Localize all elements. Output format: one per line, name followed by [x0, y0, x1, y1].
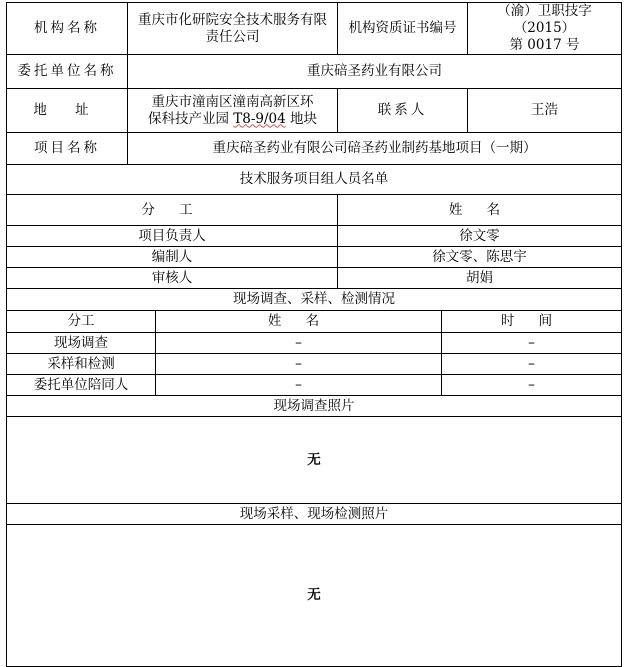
- org-row: [7, 3, 622, 55]
- survey-row: [7, 375, 622, 396]
- team-name: 徐文零: [338, 226, 622, 247]
- org-value: 重庆市化研院安全技术服务有限责任公司: [128, 3, 338, 55]
- cert-value-line2: 第 0017 号: [509, 37, 580, 53]
- survey-name: –: [156, 375, 442, 396]
- team-col-name: 姓 名: [338, 195, 622, 226]
- survey-photos-title-row: [7, 396, 622, 417]
- project-label: 项目名称: [7, 133, 128, 165]
- survey-photos-title: 现场调查照片: [7, 396, 622, 417]
- org-label: 机构名称: [7, 3, 128, 55]
- address-line2-prefix: 保科技产业园: [147, 110, 234, 127]
- sampling-photos-title: 现场采样、现场检测照片: [7, 504, 622, 525]
- sampling-photos-content: 无: [7, 525, 622, 667]
- contact-value: 王浩: [468, 89, 622, 133]
- client-label: 委托单位名称: [7, 55, 128, 89]
- address-value: [128, 89, 338, 133]
- address-line2: [132, 111, 333, 128]
- service-record-table: [6, 2, 622, 667]
- team-role: 项目负责人: [7, 226, 338, 247]
- cert-value-line1: （渝）卫职技字（2015）: [497, 3, 592, 36]
- project-value: 重庆碚圣药业有限公司碚圣药业制药基地项目（一期）: [128, 133, 622, 165]
- team-name: 胡娟: [338, 268, 622, 289]
- team-role: 审核人: [7, 268, 338, 289]
- team-col-role: 分 工: [7, 195, 338, 226]
- address-row: [7, 89, 622, 133]
- address-line2-suffix: 地块: [285, 110, 318, 127]
- survey-col-role: 分工: [7, 311, 156, 333]
- survey-title: 现场调查、采样、检测情况: [7, 289, 622, 311]
- survey-row: [7, 333, 622, 354]
- address-label: 地 址: [7, 89, 128, 133]
- address-plot-code: T8-9/04: [233, 110, 286, 127]
- client-value: 重庆碚圣药业有限公司: [128, 55, 622, 89]
- sampling-photos-row: [7, 525, 622, 667]
- cert-value: [468, 3, 622, 55]
- survey-name: –: [156, 354, 442, 375]
- survey-role: 现场调查: [7, 333, 156, 354]
- team-header-row: [7, 195, 622, 226]
- survey-col-name: 姓 名: [156, 311, 442, 333]
- client-row: [7, 55, 622, 89]
- survey-col-time: 时 间: [442, 311, 622, 333]
- team-title-row: [7, 165, 622, 195]
- team-name: 徐文零、陈思宇: [338, 247, 622, 268]
- project-row: [7, 133, 622, 165]
- survey-row: [7, 354, 622, 375]
- survey-time: –: [442, 375, 622, 396]
- address-line1: 重庆市潼南区潼南高新区环: [151, 93, 314, 110]
- sampling-photos-title-row: [7, 504, 622, 525]
- team-row: [7, 226, 622, 247]
- team-row: [7, 247, 622, 268]
- team-role: 编制人: [7, 247, 338, 268]
- cert-label: 机构资质证书编号: [338, 3, 468, 55]
- survey-role: 采样和检测: [7, 354, 156, 375]
- survey-name: –: [156, 333, 442, 354]
- survey-time: –: [442, 333, 622, 354]
- team-row: [7, 268, 622, 289]
- survey-role: 委托单位陪同人: [7, 375, 156, 396]
- team-title: 技术服务项目组人员名单: [7, 165, 622, 195]
- contact-label: 联系人: [338, 89, 468, 133]
- survey-photos-row: [7, 417, 622, 504]
- survey-time: –: [442, 354, 622, 375]
- survey-photos-content: 无: [7, 417, 622, 504]
- survey-header-row: [7, 311, 622, 333]
- survey-title-row: [7, 289, 622, 311]
